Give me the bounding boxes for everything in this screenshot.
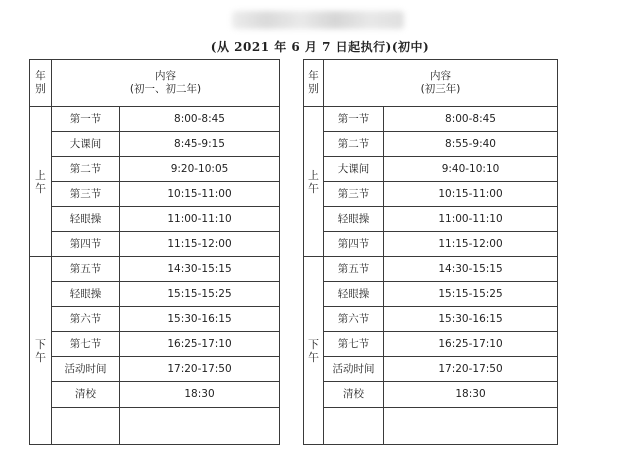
- afternoon-label: 下 午: [304, 257, 324, 445]
- table-row: [304, 332, 558, 357]
- table-row: [304, 132, 558, 157]
- period-time: 15:15-15:25: [384, 282, 558, 307]
- period-time: 15:15-15:25: [120, 282, 280, 307]
- period-time: 14:30-15:15: [120, 257, 280, 282]
- period-time: 8:00-8:45: [384, 107, 558, 132]
- column-header-content: 内容 (初三年): [324, 60, 558, 107]
- column-header-year: 年 别: [30, 60, 52, 107]
- period-name: 第三节: [52, 182, 120, 207]
- period-name: 第二节: [52, 157, 120, 182]
- table-row: [30, 357, 280, 382]
- table-row: [30, 282, 280, 307]
- empty-cell: [52, 408, 120, 445]
- period-name: 第六节: [324, 307, 384, 332]
- period-name: 清校: [324, 382, 384, 408]
- period-time: 16:25-17:10: [120, 332, 280, 357]
- period-time: 17:20-17:50: [120, 357, 280, 382]
- empty-cell: [324, 408, 384, 445]
- table-row: [304, 207, 558, 232]
- period-name: 第五节: [324, 257, 384, 282]
- period-name: 轻眼操: [52, 282, 120, 307]
- period-time: 11:15-12:00: [120, 232, 280, 257]
- period-time: 9:20-10:05: [120, 157, 280, 182]
- period-time: 14:30-15:15: [384, 257, 558, 282]
- table-row: [304, 282, 558, 307]
- table-row: [304, 157, 558, 182]
- empty-cell: [384, 408, 558, 445]
- period-name: 大课间: [324, 157, 384, 182]
- period-time: 8:45-9:15: [120, 132, 280, 157]
- period-name: 第五节: [52, 257, 120, 282]
- column-header-year: 年 别: [304, 60, 324, 107]
- table-row: [304, 107, 558, 132]
- period-name: 第一节: [324, 107, 384, 132]
- header-row: [304, 60, 558, 107]
- period-time: 17:20-17:50: [384, 357, 558, 382]
- table-row: [304, 357, 558, 382]
- schedule-table-grade-1-2: [29, 59, 280, 445]
- period-time: 15:30-16:15: [120, 307, 280, 332]
- period-time: 10:15-11:00: [120, 182, 280, 207]
- schedule-table-grade-3: [303, 59, 558, 445]
- period-name: 第四节: [52, 232, 120, 257]
- table-row: [30, 132, 280, 157]
- period-name: 轻眼操: [324, 207, 384, 232]
- table-row: [304, 182, 558, 207]
- period-time: 10:15-11:00: [384, 182, 558, 207]
- period-name: 第三节: [324, 182, 384, 207]
- period-time: 9:40-10:10: [384, 157, 558, 182]
- period-time: 18:30: [384, 382, 558, 408]
- period-name: 第四节: [324, 232, 384, 257]
- period-name: 第七节: [52, 332, 120, 357]
- table-row: [30, 332, 280, 357]
- period-time: 8:00-8:45: [120, 107, 280, 132]
- period-time: 16:25-17:10: [384, 332, 558, 357]
- period-name: 轻眼操: [52, 207, 120, 232]
- period-time: 11:15-12:00: [384, 232, 558, 257]
- morning-label: 上 午: [304, 107, 324, 257]
- empty-row: [30, 408, 280, 445]
- period-name: 活动时间: [52, 357, 120, 382]
- period-name: 第一节: [52, 107, 120, 132]
- header-row: [30, 60, 280, 107]
- table-row: [30, 382, 280, 408]
- period-time: 11:00-11:10: [384, 207, 558, 232]
- table-row: [30, 257, 280, 282]
- period-name: 活动时间: [324, 357, 384, 382]
- period-name: 大课间: [52, 132, 120, 157]
- blurred-title: [232, 11, 404, 29]
- table-row: [30, 307, 280, 332]
- period-name: 第二节: [324, 132, 384, 157]
- period-time: 11:00-11:10: [120, 207, 280, 232]
- page-subtitle: (从 2021 年 6 月 7 日起执行)(初中): [210, 40, 430, 54]
- table-row: [304, 307, 558, 332]
- period-name: 清校: [52, 382, 120, 408]
- period-time: 15:30-16:15: [384, 307, 558, 332]
- table-row: [30, 157, 280, 182]
- period-time: 8:55-9:40: [384, 132, 558, 157]
- table-row: [30, 182, 280, 207]
- column-header-content: 内容 (初一、初二年): [52, 60, 280, 107]
- afternoon-label: 下 午: [30, 257, 52, 445]
- table-row: [30, 107, 280, 132]
- period-time: 18:30: [120, 382, 280, 408]
- period-name: 第七节: [324, 332, 384, 357]
- period-name: 轻眼操: [324, 282, 384, 307]
- table-row: [304, 382, 558, 408]
- table-row: [304, 257, 558, 282]
- period-name: 第六节: [52, 307, 120, 332]
- table-row: [30, 207, 280, 232]
- empty-cell: [120, 408, 280, 445]
- table-row: [304, 232, 558, 257]
- table-row: [30, 232, 280, 257]
- morning-label: 上 午: [30, 107, 52, 257]
- empty-row: [304, 408, 558, 445]
